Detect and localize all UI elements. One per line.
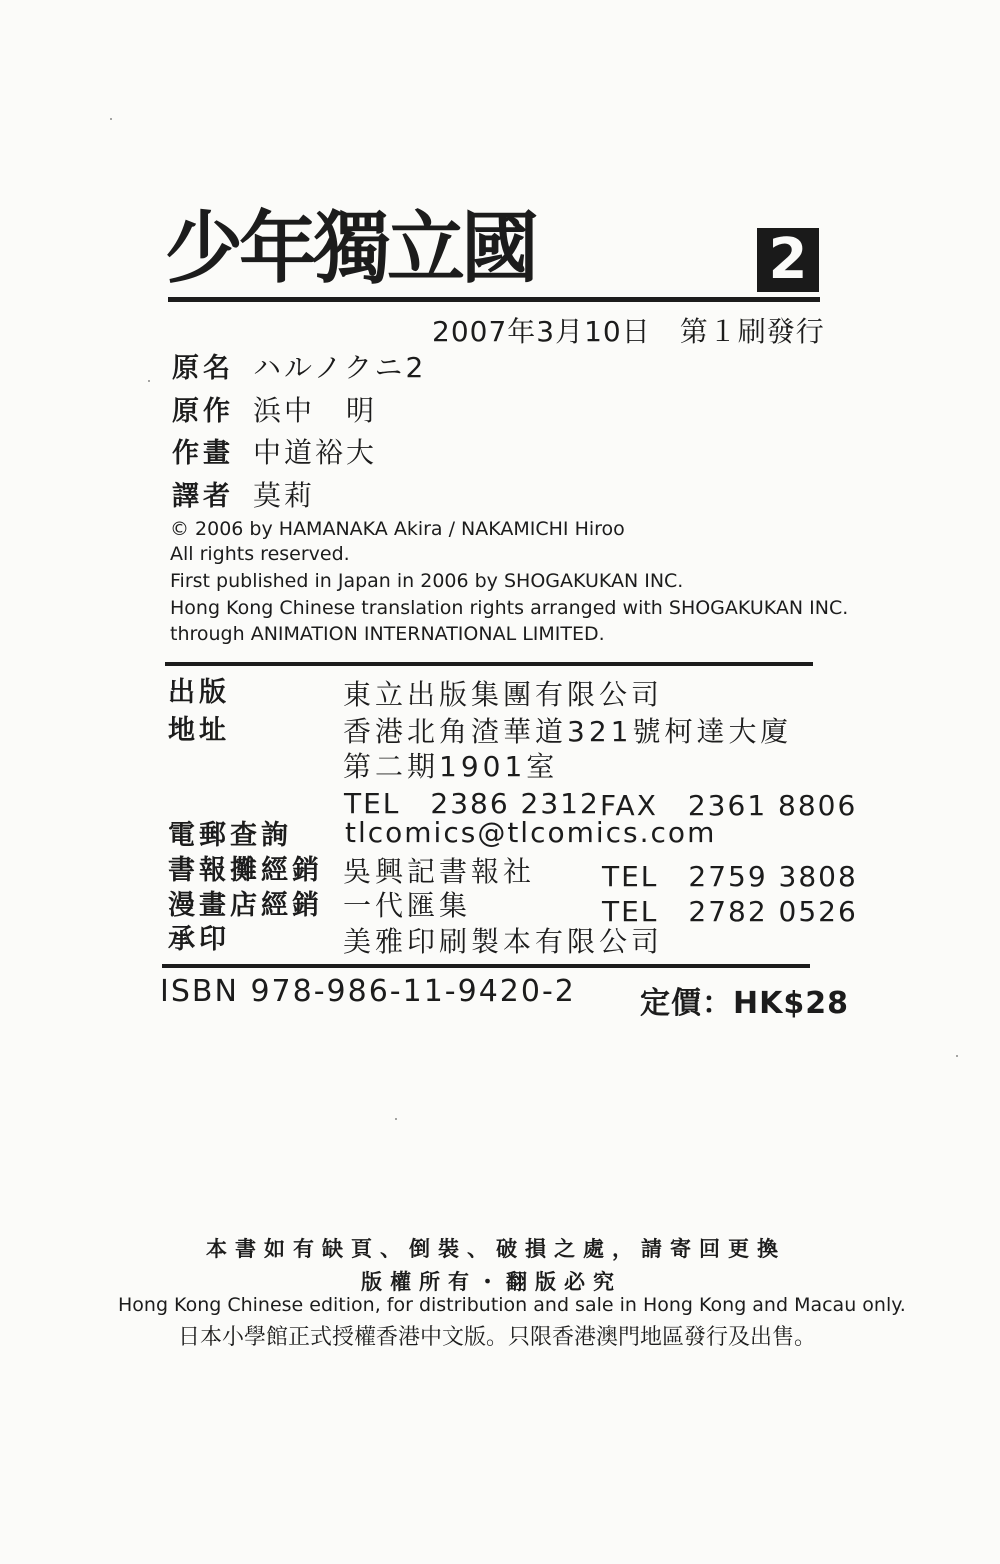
notice-distribution-zh: 日本小學館正式授權香港中文版。只限香港澳門地區發行及出售。 bbox=[178, 1325, 817, 1350]
section-rule bbox=[162, 964, 810, 968]
isbn: ISBN 978-986-11-9420-2 bbox=[160, 974, 576, 1009]
newsstand-distributor-label: 書報攤經銷 bbox=[168, 855, 323, 886]
credit-value-translator: 莫莉 bbox=[253, 479, 316, 512]
publisher-name: 東立出版集團有限公司 bbox=[343, 678, 664, 711]
printer-name: 美雅印刷製本有限公司 bbox=[343, 925, 664, 958]
credit-label-story: 原作 bbox=[172, 396, 234, 427]
copyright-line: Hong Kong Chinese translation rights arranged with SHOGAKUKAN INC. bbox=[170, 597, 849, 619]
publisher-fax: FAX 2361 8806 bbox=[600, 789, 858, 822]
email-value: tlcomics@tlcomics.com bbox=[345, 816, 717, 849]
address-line-2: 第二期1901室 bbox=[343, 750, 559, 783]
credit-value-original-title: ハルノクニ2 bbox=[253, 351, 427, 384]
credit-value-art: 中道裕大 bbox=[253, 436, 378, 469]
credit-label-original-title: 原名 bbox=[172, 353, 234, 384]
comicstore-distributor-label: 漫畫店經銷 bbox=[168, 890, 323, 921]
credit-label-art: 作畫 bbox=[172, 438, 234, 469]
scan-speck bbox=[110, 118, 112, 120]
scan-speck bbox=[148, 380, 150, 382]
comicstore-distributor-tel: TEL 2782 0526 bbox=[602, 895, 858, 928]
copyright-line: First published in Japan in 2006 by SHOGAKUKAN INC. bbox=[170, 570, 684, 592]
credit-value-story: 浜中 明 bbox=[253, 394, 378, 427]
copyright-line: through ANIMATION INTERNATIONAL LIMITED. bbox=[170, 623, 605, 645]
newsstand-distributor-name: 吳興記書報社 bbox=[343, 855, 536, 888]
book-title: 少年獨立國 bbox=[165, 204, 536, 294]
volume-badge: 2 bbox=[757, 228, 819, 292]
copyright-line: © 2006 by HAMANAKA Akira / NAKAMICHI Hiroo bbox=[170, 518, 625, 540]
scan-speck bbox=[956, 1055, 958, 1057]
section-rule bbox=[165, 662, 813, 666]
header-rule bbox=[168, 297, 820, 302]
notice-distribution-en: Hong Kong Chinese edition, for distribution and sale in Hong Kong and Macau only. bbox=[118, 1294, 906, 1316]
address-label: 地址 bbox=[168, 715, 230, 746]
credit-label-translator: 譯者 bbox=[172, 481, 234, 512]
comicstore-distributor-name: 一代匯集 bbox=[343, 889, 472, 922]
newsstand-distributor-tel: TEL 2759 3808 bbox=[602, 860, 858, 893]
scan-speck bbox=[395, 1118, 397, 1120]
publisher-label: 出版 bbox=[168, 677, 230, 708]
issue-date: 2007年3月10日 第１刷發行 bbox=[432, 315, 825, 348]
notice-copyright: 版權所有・翻版必究 bbox=[361, 1270, 622, 1294]
email-label: 電郵查詢 bbox=[168, 820, 292, 851]
price: 定價：HK$28 bbox=[640, 986, 849, 1021]
copyright-line: All rights reserved. bbox=[170, 543, 350, 565]
address-line-1: 香港北角渣華道321號柯達大廈 bbox=[343, 715, 793, 748]
printer-label: 承印 bbox=[168, 924, 230, 955]
publisher-tel: TEL 2386 2312 bbox=[344, 787, 600, 820]
notice-replacement: 本書如有缺頁、倒裝、破損之處，請寄回更換 bbox=[206, 1237, 786, 1261]
